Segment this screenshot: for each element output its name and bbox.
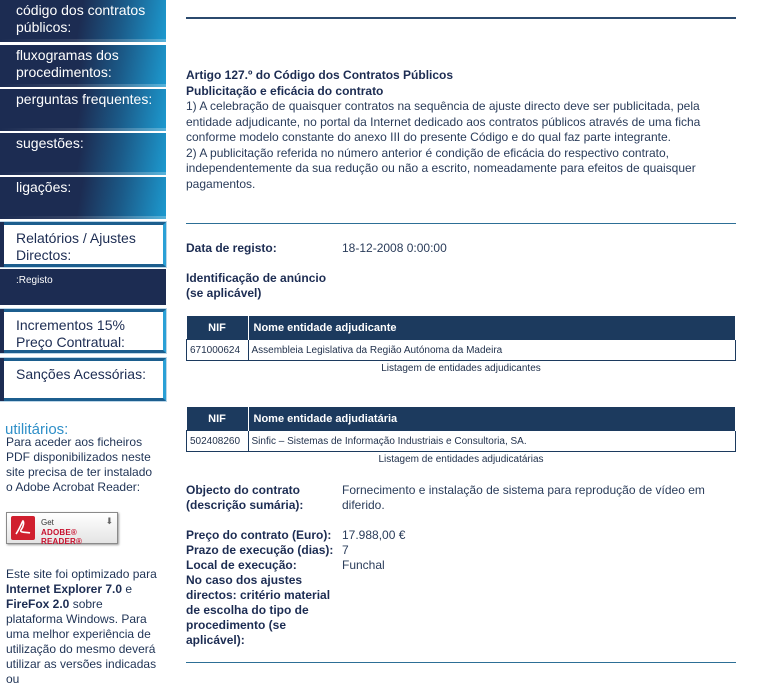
nav-relatorios-ajustes[interactable]: [0, 222, 166, 267]
criterion-label-line-4: procedimento (se: [186, 618, 287, 632]
table-row: [187, 340, 736, 361]
cell-nif: 671000624: [187, 340, 249, 361]
nav-label: Incrementos 15% Preço Contratual:: [16, 317, 125, 350]
price-value: 17.988,00 €: [342, 528, 406, 542]
adobe-reader-text: ADOBE® READER®: [41, 528, 83, 546]
opt-ff: FireFox 2.0: [6, 597, 70, 611]
top-divider: [186, 17, 736, 19]
opt-ie: Internet Explorer 7.0: [6, 582, 123, 596]
object-label-line-1: Objecto do contrato: [186, 483, 300, 497]
adjudicatarias-listing-link[interactable]: Listagem de entidades adjudicatárias: [378, 454, 544, 465]
article-127: [186, 68, 736, 192]
section-divider: [186, 223, 736, 224]
download-arrow-icon: ⬇: [105, 516, 113, 526]
adobe-logo-icon: [11, 516, 35, 540]
table-row: [187, 431, 736, 452]
cell-entity-name: Assembleia Legislativa da Região Autónoma da Madeira: [248, 340, 736, 361]
announcement-label: [186, 271, 326, 301]
adjudicantes-listing-link[interactable]: Listagem de entidades adjudicantes: [381, 363, 541, 374]
nav-label: código dos contratos públicos:: [16, 2, 146, 35]
place-value: Funchal: [342, 558, 385, 572]
opt-text-2: sobre plataforma Windows. Para uma melhor experiência de utilização do mesmo deverá utilizar as versões indicadas ou: [6, 597, 157, 686]
article-subtitle: Publicitação e eficácia do contrato: [186, 83, 384, 98]
price-label: Preço do contrato (Euro):: [186, 528, 332, 542]
cell-entity-name: Sinfic – Sistemas de Informação Industriais e Consultoria, SA.: [248, 431, 736, 452]
date-label: Data de registo:: [186, 241, 277, 255]
nav-ligacoes[interactable]: [0, 177, 166, 219]
object-value: Fornecimento e instalação de sistema para reprodução de vídeo em diferido.: [342, 483, 705, 512]
nav-fluxogramas[interactable]: [0, 45, 166, 87]
nav-label: Sanções Acessórias:: [16, 366, 146, 382]
pdf-info-text: Para aceder aos ficheiros PDF disponibilizados neste site precisa de ter instalado o Adobe Acrobat Reader:: [6, 435, 153, 494]
nav-codigo-contratos[interactable]: [0, 0, 166, 42]
col-nif: NIF: [187, 316, 249, 340]
get-adobe-reader-button[interactable]: [6, 512, 118, 544]
criterion-label-line-3: de escolha do tipo de: [186, 603, 309, 617]
criterion-label: [186, 573, 330, 648]
article-paragraph-1: 1) A celebração de quaisquer contratos na sequência de ajuste directo deve ser publicitada, pela entidade adjudicante, no portal da Internet dedicado aos contratos públicos através de uma ficha conforme modelo constante do anexo III do presente Código e do qual faz parte integrante.: [186, 99, 701, 144]
opt-text-1: Este site foi optimizado para: [6, 567, 157, 581]
article-title: Artigo 127.º do Código dos Contratos Públicos: [186, 68, 454, 82]
cell-nif: 502408260: [187, 431, 249, 452]
table-header-row: [187, 316, 736, 340]
opt-and: e: [122, 582, 133, 596]
nav-label: perguntas frequentes:: [16, 91, 153, 107]
nav-label: sugestões:: [16, 135, 84, 151]
object-label: [186, 483, 303, 513]
place-label: Local de execução:: [186, 558, 297, 572]
criterion-label-line-2: directos: critério material: [186, 588, 331, 602]
announcement-label-line-2: (se aplicável): [186, 286, 262, 300]
announcement-label-line-1: Identificação de anúncio: [186, 271, 327, 285]
nav-sub-label: :Registo: [16, 275, 53, 286]
article-paragraph-2: 2) A publicitação referida no número anterior é condição de eficácia do respectivo contrato, independentemente da sua redução ou não a escrito, nomeadamente para efeitos de quaisquer pagamentos.: [186, 145, 696, 191]
browser-optimization-text: [6, 567, 158, 687]
nav-label: Relatórios / Ajustes Directos:: [16, 230, 136, 263]
nav-registo[interactable]: [0, 269, 166, 305]
col-entity-name: Nome entidade adjudicante: [248, 316, 736, 340]
nav-incrementos[interactable]: [0, 309, 166, 353]
term-label: Prazo de execução (dias):: [186, 543, 334, 557]
col-nif: NIF: [187, 407, 249, 431]
bottom-divider: [186, 662, 736, 663]
col-entity-name: Nome entidade adjudiatária: [248, 407, 736, 431]
criterion-label-line-5: aplicável):: [186, 633, 245, 647]
term-value: 7: [342, 543, 349, 557]
date-value: 18-12-2008 0:00:00: [342, 241, 447, 255]
utilities-title: utilitários:: [5, 421, 69, 438]
criterion-label-line-1: No caso dos ajustes: [186, 573, 303, 587]
nav-label: ligações:: [16, 179, 72, 195]
object-label-line-2: (descrição sumária):: [186, 498, 304, 512]
nav-sugestoes[interactable]: [0, 133, 166, 175]
sidebar: [0, 0, 166, 697]
adobe-get-text: Get: [41, 518, 54, 527]
adjudicante-table: [186, 316, 736, 361]
table-header-row: [187, 407, 736, 431]
nav-sancoes[interactable]: [0, 358, 166, 401]
nav-label: fluxogramas dos procedimentos:: [16, 47, 119, 80]
nav-perguntas-frequentes[interactable]: [0, 89, 166, 131]
adjudicataria-table: [186, 407, 736, 452]
